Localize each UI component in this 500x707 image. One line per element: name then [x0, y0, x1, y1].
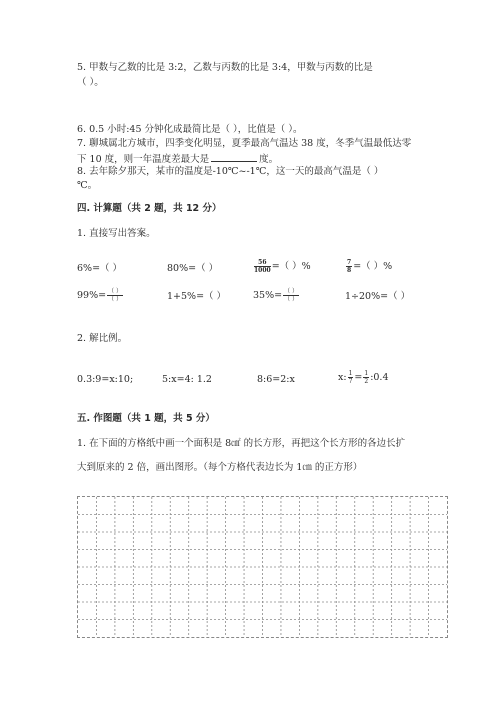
- calc-item: 1÷20%=（ ）: [345, 291, 411, 302]
- question-8-line2: ℃。: [77, 180, 98, 191]
- fraction: [346, 259, 352, 274]
- calc-item: [253, 259, 311, 274]
- fraction: [363, 370, 369, 385]
- fraction: [348, 370, 354, 385]
- numerator: 56: [254, 259, 271, 267]
- numerator: 7: [347, 259, 352, 266]
- equation: [338, 370, 389, 385]
- equation-part: =: [354, 372, 363, 383]
- denominator: 1000: [254, 267, 271, 274]
- denominator: （ ）: [284, 296, 298, 303]
- calc-1-title: 1. 直接写出答案。: [77, 228, 156, 239]
- question-7-line1: 7. 聊城属北方城市，四季变化明显，夏季最高气温达 38 度，冬季气温最低达零: [77, 138, 412, 149]
- calc-item: 1+5%=（ ）: [167, 291, 227, 302]
- grid-paper[interactable]: [77, 496, 448, 638]
- drawing-question-line2: 大到原来的 2 倍，画出图形。（每个方格代表边长为 1㎝ 的正方形）: [77, 462, 363, 473]
- calc-item: [77, 288, 124, 303]
- section-4-title: 四. 计算题（共 2 题，共 12 分）: [77, 203, 222, 214]
- calc-2-title: 2. 解比例。: [77, 333, 128, 344]
- numerator: 1: [348, 370, 353, 377]
- equation-part: :0.4: [370, 372, 389, 383]
- equation-part: x:: [338, 372, 347, 383]
- answer-blank[interactable]: [211, 152, 257, 162]
- fraction: [254, 259, 271, 274]
- equation: 5:x=4: 1.2: [162, 374, 212, 385]
- question-7-line2-text: 下 10 度，则一年温度差最大是: [77, 154, 210, 165]
- denominator: （ ）: [108, 296, 122, 303]
- question-5-line1: 5. 甲数与乙数的比是 3:2，乙数与丙数的比是 3:4，甲数与丙数的比是: [77, 62, 373, 73]
- denominator: 8: [347, 267, 352, 274]
- denominator: 7: [348, 378, 353, 385]
- equation: 0.3:9=x:10;: [77, 374, 134, 385]
- drawing-question-line1: 1. 在下面的方格纸中画一个面积是 8㎠ 的长方形，再把这个长方形的各边长扩: [77, 438, 406, 449]
- equation: 8:6=2:x: [257, 374, 295, 385]
- calc-item-rest: =（ ）%: [271, 261, 311, 272]
- question-7-line2-unit: 度。: [259, 154, 279, 165]
- question-5-line2: （ ）。: [77, 77, 104, 88]
- numerator: 1: [364, 370, 369, 377]
- calc-item-rest: =（ ）%: [353, 261, 393, 272]
- grid-lines: [78, 497, 447, 637]
- calc-item: [345, 259, 392, 274]
- denominator: 2: [364, 378, 369, 385]
- calc-item: 6%=（ ）: [77, 263, 123, 274]
- question-6: 6. 0.5 小时:45 分钟化成最简比是（ ），比值是（ ）。: [77, 124, 303, 135]
- section-5-title: 五. 作图题（共 1 题，共 5 分）: [77, 413, 215, 424]
- calc-item-pre: 35%=: [253, 290, 283, 301]
- fraction: [283, 288, 299, 303]
- calc-item-pre: 99%=: [77, 290, 107, 301]
- numerator: （ ）: [108, 288, 122, 295]
- question-7-line2: [77, 152, 278, 166]
- calc-item: [253, 288, 300, 303]
- fraction: [107, 288, 123, 303]
- calc-item: 80%=（ ）: [167, 263, 219, 274]
- question-8-line1: 8. 去年除夕那天，某市的温度是-10℃~-1℃，这一天的最高气温是（ ）: [77, 166, 384, 177]
- numerator: （ ）: [284, 288, 298, 295]
